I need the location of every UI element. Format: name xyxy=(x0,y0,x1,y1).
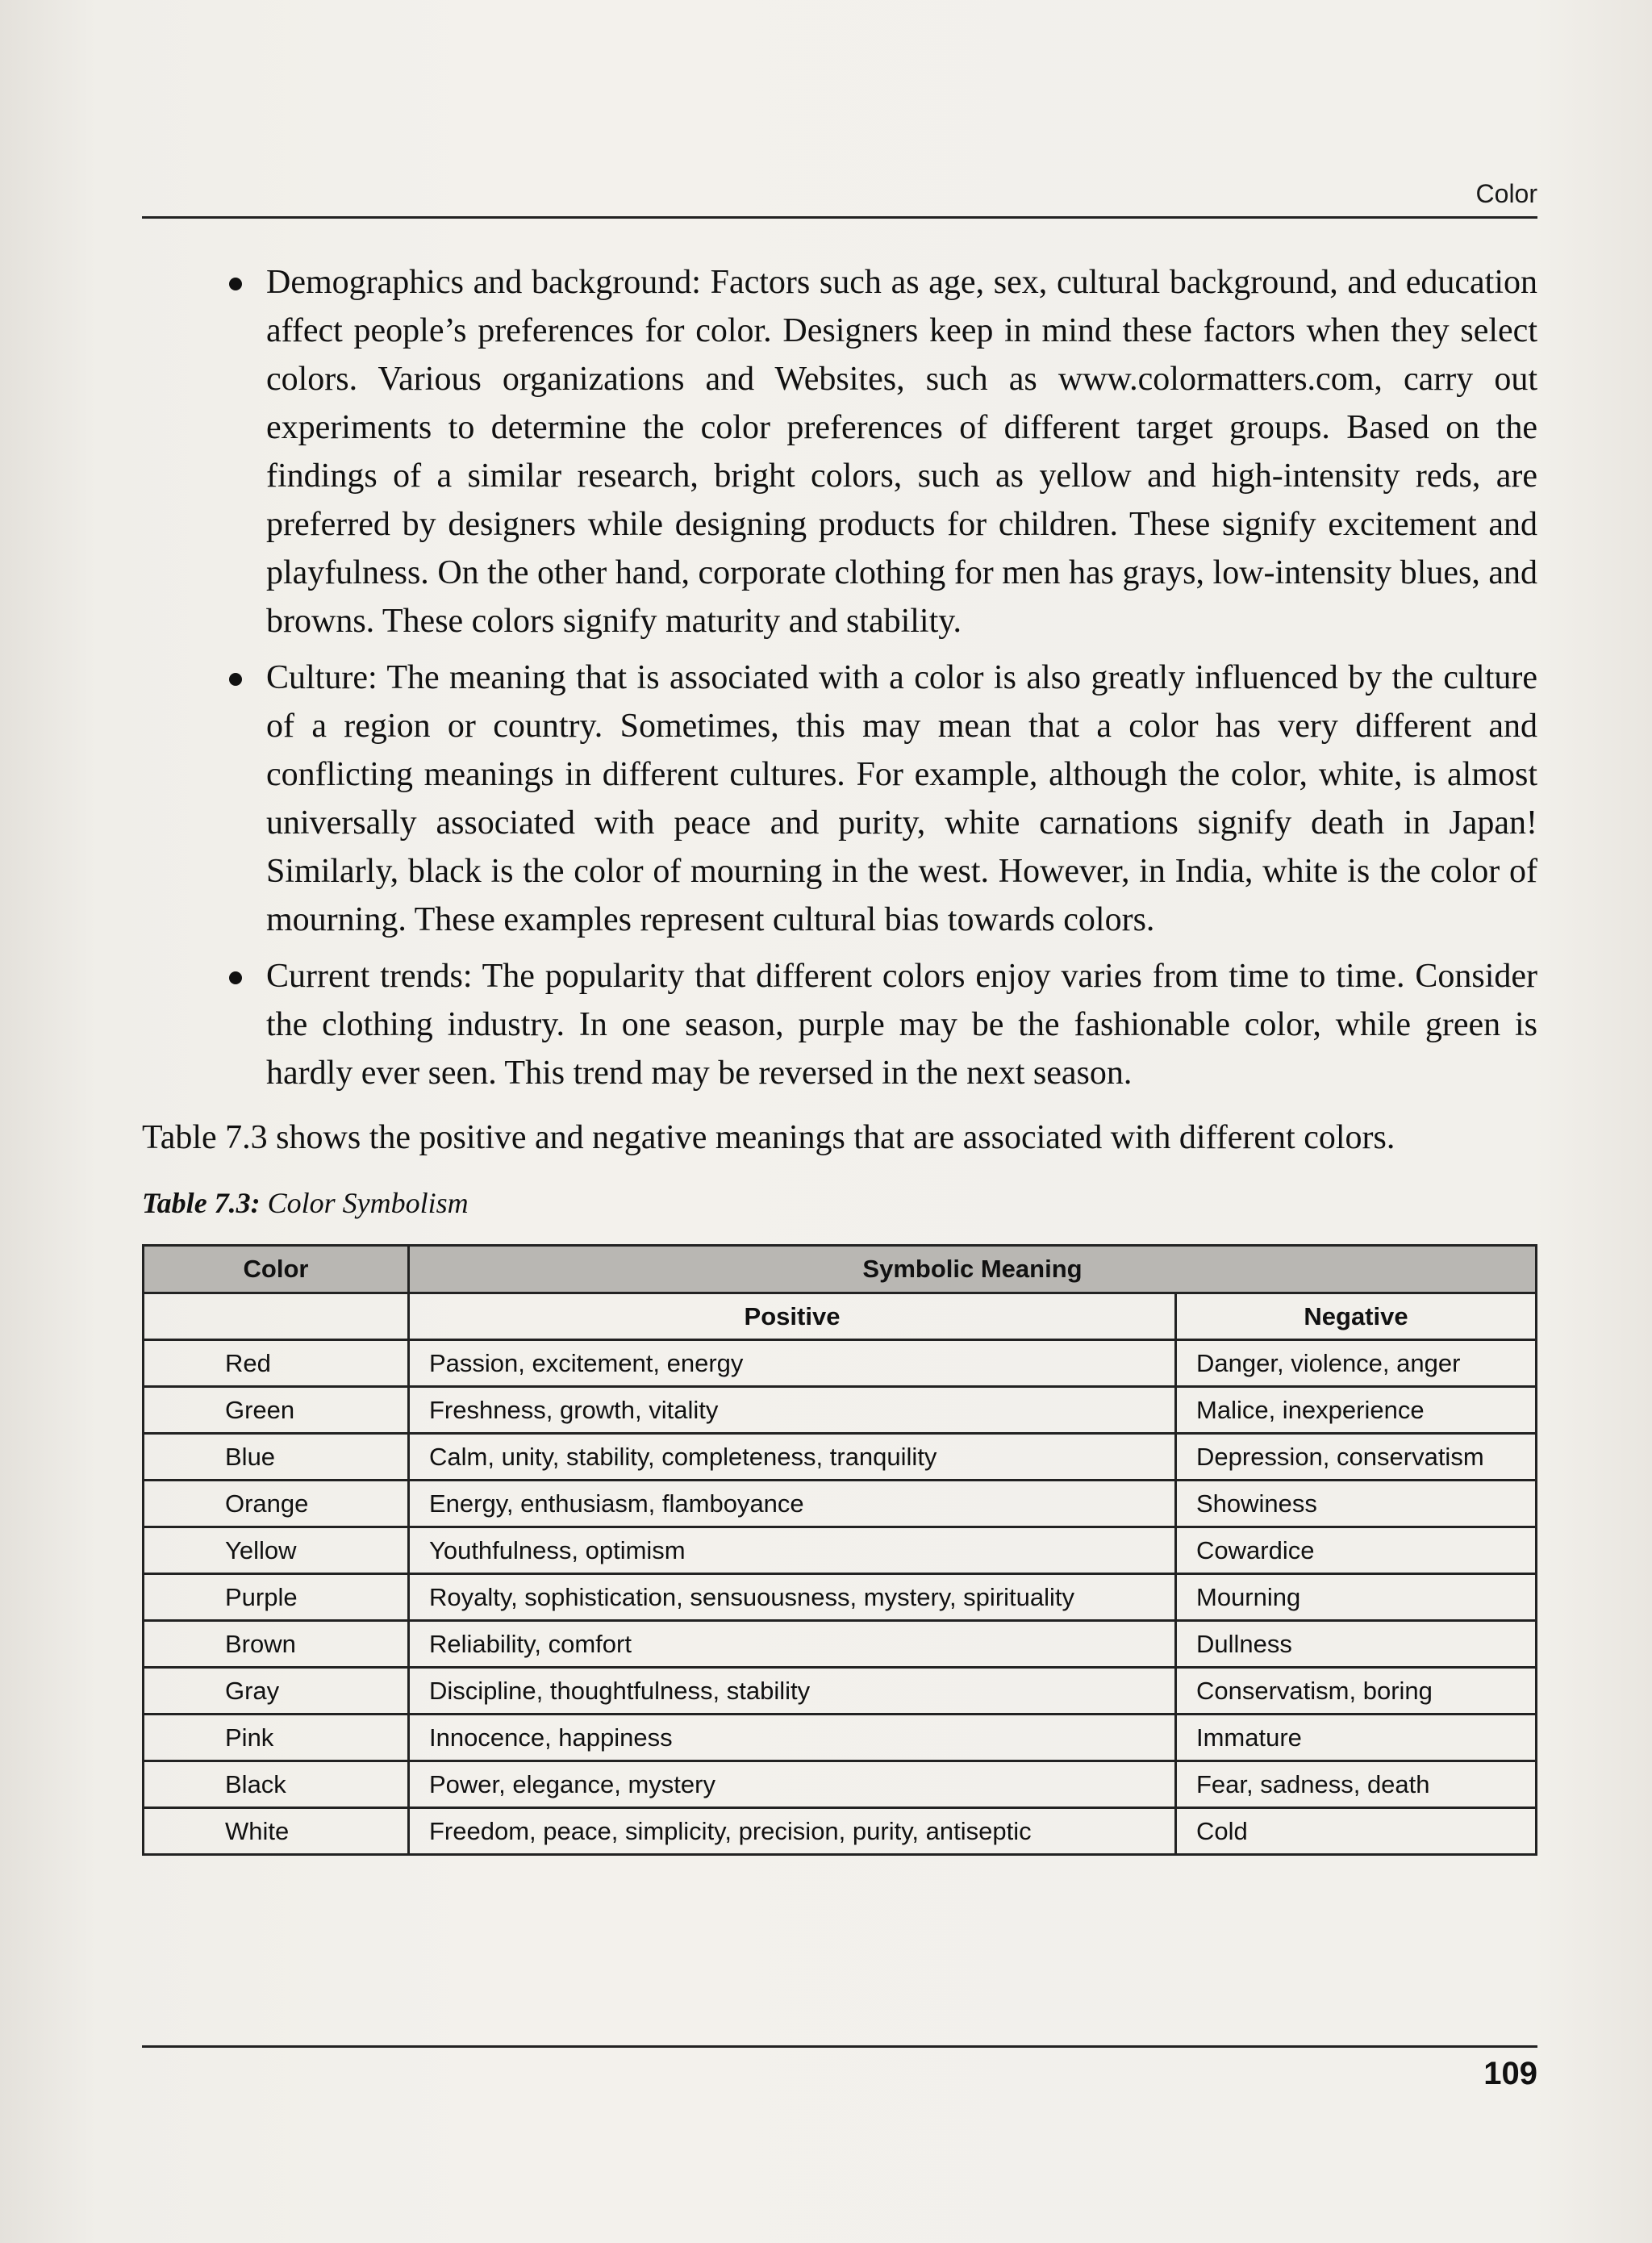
table-header-row xyxy=(144,1246,1537,1293)
cell-color: Red xyxy=(144,1340,409,1387)
running-header-title: Color xyxy=(1475,179,1537,208)
table-row xyxy=(144,1340,1537,1387)
table-row xyxy=(144,1527,1537,1574)
table-row xyxy=(144,1808,1537,1855)
bullet-text: Current trends: The popularity that different colors enjoy varies from time to time. Consider the clothing industry. In one season, purple may be the fashionable color, while green is hardly ever seen. This trend may be reversed in the next season. xyxy=(266,958,1537,1092)
color-symbolism-table xyxy=(142,1244,1537,1856)
bullet-dot-icon xyxy=(229,673,242,686)
cell-negative: Cowardice xyxy=(1176,1527,1537,1574)
column-subheader-empty xyxy=(144,1293,409,1340)
table-intro-paragraph: Table 7.3 shows the positive and negative meanings that are associated with different colors. xyxy=(142,1119,1395,1156)
table-row xyxy=(144,1387,1537,1434)
table-row xyxy=(144,1761,1537,1808)
cell-color: Blue xyxy=(144,1434,409,1481)
cell-positive: Reliability, comfort xyxy=(409,1621,1176,1668)
cell-color: Gray xyxy=(144,1668,409,1715)
cell-positive: Passion, excitement, energy xyxy=(409,1340,1176,1387)
bullet-text: Culture: The meaning that is associated with a color is also greatly influenced by the culture of a region or country. Sometimes, this may mean that a color has very different and conflicting meanings in different cultures. For example, although the color, white, is almost universally associated with peace and purity, white carnations signify death in Japan! Similarly, black is the color of mourning in the west. However, in India, white is the color of mourning. These examples represent cultural bias towards colors. xyxy=(266,659,1537,938)
table-row xyxy=(144,1434,1537,1481)
cell-positive: Freedom, peace, simplicity, precision, purity, antiseptic xyxy=(409,1808,1176,1855)
table-row xyxy=(144,1715,1537,1761)
cell-negative: Dullness xyxy=(1176,1621,1537,1668)
cell-negative: Conservatism, boring xyxy=(1176,1668,1537,1715)
page-body xyxy=(142,258,1537,1856)
cell-positive: Energy, enthusiasm, flamboyance xyxy=(409,1481,1176,1527)
cell-negative: Depression, conservatism xyxy=(1176,1434,1537,1481)
cell-negative: Fear, sadness, death xyxy=(1176,1761,1537,1808)
table-caption-label: Table 7.3: xyxy=(142,1187,261,1219)
table-row xyxy=(144,1621,1537,1668)
cell-negative: Immature xyxy=(1176,1715,1537,1761)
table-caption-title: Color Symbolism xyxy=(267,1187,469,1219)
cell-color: Pink xyxy=(144,1715,409,1761)
footer-divider xyxy=(142,2045,1537,2048)
bullet-dot-icon xyxy=(229,278,242,290)
cell-color: Green xyxy=(144,1387,409,1434)
cell-positive: Discipline, thoughtfulness, stability xyxy=(409,1668,1176,1715)
bullet-list xyxy=(142,258,1537,1097)
cell-color: Purple xyxy=(144,1574,409,1621)
bullet-item-demographics xyxy=(142,258,1537,645)
cell-color: Black xyxy=(144,1761,409,1808)
cell-color: Yellow xyxy=(144,1527,409,1574)
table-row xyxy=(144,1668,1537,1715)
bullet-text: Demographics and background: Factors such as age, sex, cultural background, and education affect people’s preferences for color. Designers keep in mind these factors when they select colors. Various organizations and Websites, such as www.colormatters.com, carry out experiments to determine the color preferences of different target groups. Based on the findings of a similar research, bright colors, such as yellow and high-intensity reds, are preferred by designers while designing products for children. These signify excitement and playfulness. On the other hand, corporate clothing for men has grays, low-intensity blues, and browns. These colors signify maturity and stability. xyxy=(266,264,1537,640)
column-header-negative: Negative xyxy=(1176,1293,1537,1340)
column-header-symbolic-meaning: Symbolic Meaning xyxy=(409,1246,1537,1293)
bullet-item-current-trends xyxy=(142,952,1537,1097)
header-divider xyxy=(142,216,1537,219)
cell-color: White xyxy=(144,1808,409,1855)
bullet-dot-icon xyxy=(229,971,242,984)
cell-color: Brown xyxy=(144,1621,409,1668)
table-subheader-row xyxy=(144,1293,1537,1340)
cell-color: Orange xyxy=(144,1481,409,1527)
table-row xyxy=(144,1481,1537,1527)
cell-positive: Freshness, growth, vitality xyxy=(409,1387,1176,1434)
bullet-item-culture xyxy=(142,654,1537,944)
cell-positive: Calm, unity, stability, completeness, tranquility xyxy=(409,1434,1176,1481)
cell-negative: Mourning xyxy=(1176,1574,1537,1621)
table-row xyxy=(144,1574,1537,1621)
column-header-positive: Positive xyxy=(409,1293,1176,1340)
cell-negative: Showiness xyxy=(1176,1481,1537,1527)
cell-positive: Royalty, sophistication, sensuousness, mystery, spirituality xyxy=(409,1574,1176,1621)
cell-negative: Cold xyxy=(1176,1808,1537,1855)
table-caption xyxy=(142,1183,1537,1223)
page-number: 109 xyxy=(1483,2056,1537,2091)
cell-positive: Innocence, happiness xyxy=(409,1715,1176,1761)
cell-positive: Youthfulness, optimism xyxy=(409,1527,1176,1574)
column-header-color: Color xyxy=(144,1246,409,1293)
cell-negative: Malice, inexperience xyxy=(1176,1387,1537,1434)
cell-negative: Danger, violence, anger xyxy=(1176,1340,1537,1387)
cell-positive: Power, elegance, mystery xyxy=(409,1761,1176,1808)
